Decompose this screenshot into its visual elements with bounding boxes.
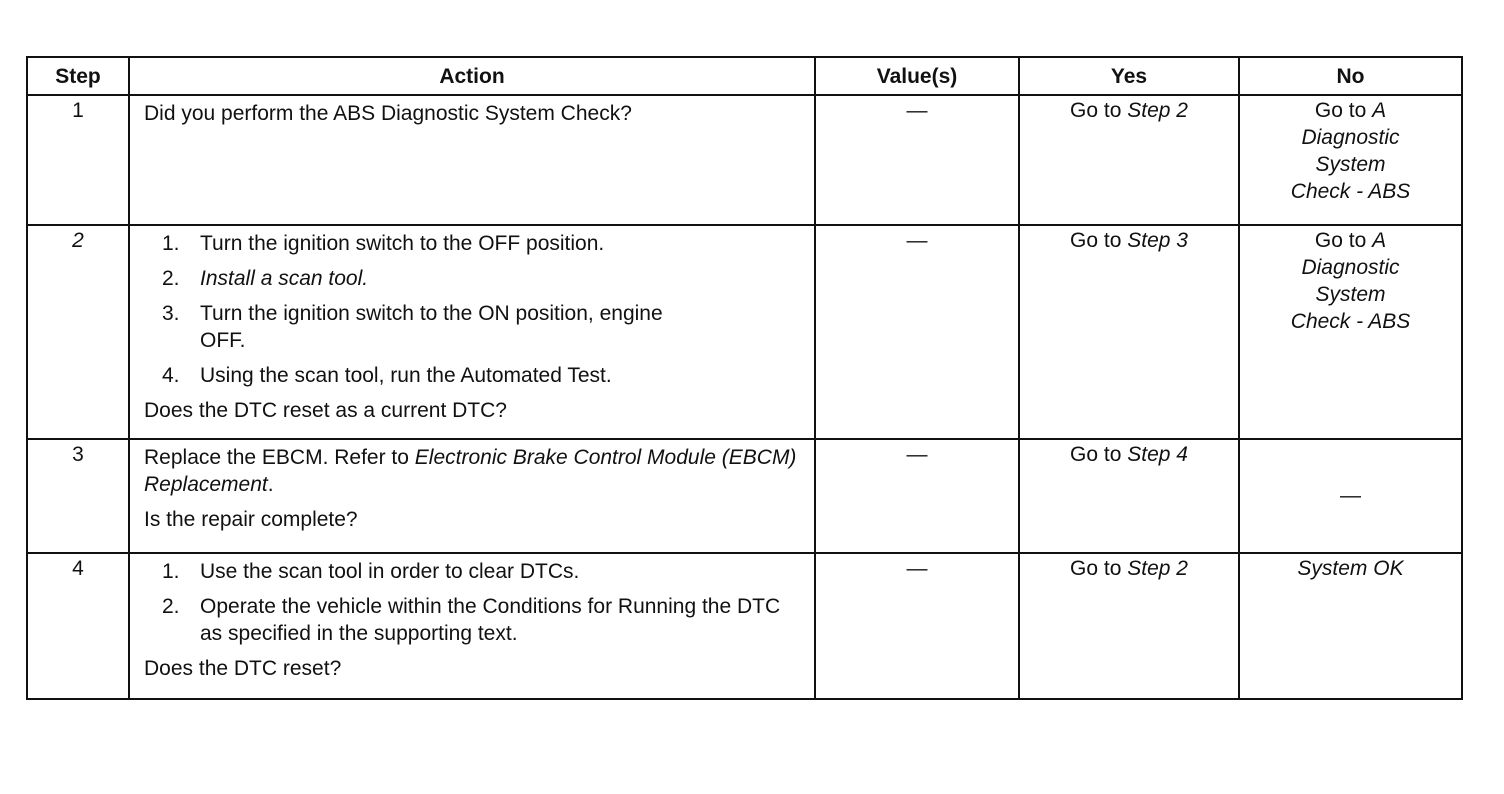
no-cell [1239,225,1462,439]
no-link-part[interactable]: Check - ABS [1290,180,1411,203]
no-link-part[interactable]: Check - ABS [1290,310,1411,333]
action-cell [129,553,815,699]
step-text: Turn the ignition switch to the ON position, engine OFF. [200,302,663,352]
step-text: Using the scan tool, run the Automated Test. [200,364,612,387]
value-cell: — [815,95,1019,225]
yes-step-link[interactable]: Step 3 [1127,229,1188,252]
action-steps-list [144,230,804,389]
yes-cell [1019,95,1239,225]
table-row [27,95,1462,225]
action-intro: Replace the EBCM. Refer to [144,446,415,469]
step-text: Install a scan tool. [200,267,369,290]
header-yes: Yes [1019,57,1239,95]
action-step [162,593,804,647]
reference-link[interactable]: Electronic Brake Control Module (EBCM) Replacement [144,446,797,496]
header-step: Step [27,57,129,95]
system-ok-text: System OK [1297,557,1404,580]
yes-step-link[interactable]: Step 4 [1127,443,1188,466]
no-link-part[interactable]: Diagnostic [1301,256,1400,279]
action-step [162,362,804,389]
step-index: 2. [162,595,180,618]
yes-prefix: Go to [1070,229,1128,252]
step-index: 3. [162,302,180,325]
action-step [162,265,804,292]
step-text: Use the scan tool in order to clear DTCs. [200,560,580,583]
no-prefix: Go to [1314,229,1373,252]
no-cell [1239,95,1462,225]
step-text: Turn the ignition switch to the OFF position. [200,232,605,255]
step-index: 2. [162,267,180,290]
action-step [162,230,804,257]
action-question: Is the repair complete? [144,508,358,531]
value-cell: — [815,439,1019,553]
action-step [162,558,804,585]
step-index: 1. [162,560,180,583]
table-row [27,439,1462,553]
step-number: 1 [27,95,129,225]
action-intro-end: . [267,473,274,496]
diagnostic-table [26,56,1463,700]
value-cell: — [815,225,1019,439]
header-no: No [1239,57,1462,95]
action-question: Does the DTC reset as a current DTC? [144,399,507,422]
action-step [162,300,804,354]
yes-cell [1019,439,1239,553]
no-cell: — [1239,439,1462,553]
step-text: Operate the vehicle within the Conditions for Running the DTC as specified in the supporting text. [200,595,781,645]
step-number: 4 [27,553,129,699]
action-question: Does the DTC reset? [144,657,342,680]
no-link-part[interactable]: A [1372,229,1387,252]
action-question: Did you perform the ABS Diagnostic System Check? [144,102,632,125]
no-prefix: Go to [1314,99,1373,122]
yes-prefix: Go to [1070,557,1128,580]
action-cell [129,225,815,439]
yes-cell [1019,225,1239,439]
table-row [27,225,1462,439]
no-link-part[interactable]: A [1372,99,1387,122]
value-cell: — [815,553,1019,699]
no-link-part[interactable]: System [1315,153,1386,176]
action-steps-list [144,558,804,647]
yes-step-link[interactable]: Step 2 [1127,99,1188,122]
action-cell [129,439,815,553]
yes-prefix: Go to [1070,99,1128,122]
step-number: 3 [27,439,129,553]
yes-step-link[interactable]: Step 2 [1127,557,1188,580]
step-index: 4. [162,364,180,387]
header-row [27,57,1462,95]
header-values: Value(s) [815,57,1019,95]
step-number: 2 [27,225,129,439]
action-instruction [144,444,804,498]
no-cell [1239,553,1462,699]
table-row [27,553,1462,699]
yes-cell [1019,553,1239,699]
action-cell [129,95,815,225]
step-index: 1. [162,232,180,255]
header-action: Action [129,57,815,95]
yes-prefix: Go to [1070,443,1128,466]
no-link-part[interactable]: System [1315,283,1386,306]
no-link-part[interactable]: Diagnostic [1301,126,1400,149]
